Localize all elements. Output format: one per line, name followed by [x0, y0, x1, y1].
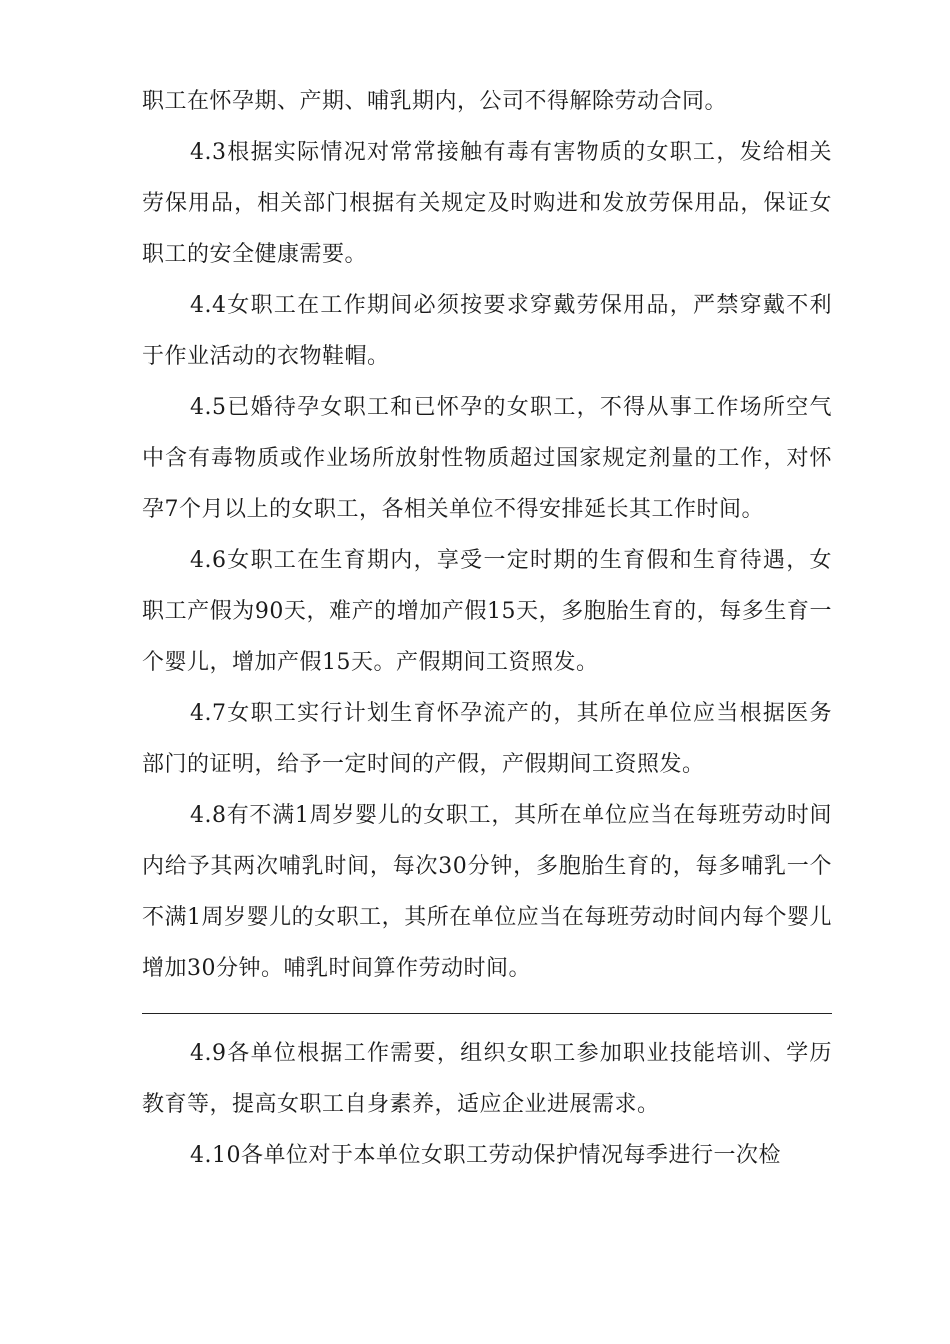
- clause-4-8: 4.8有不满1周岁婴儿的女职工，其所在单位应当在每班劳动时间内给予其两次哺乳时间，每次30分钟，多胞胎生育的，每多哺乳一个不满1周岁婴儿的女职工，其所在单位应当在每班劳动时间内每个婴儿增加30分钟。哺乳时间算作劳动时间。: [142, 803, 832, 981]
- clause-4-10: 4.10各单位对于本单位女职工劳动保护情况每季进行一次检: [190, 1143, 781, 1168]
- section-divider: [142, 1013, 832, 1014]
- clause-4-9: 4.9各单位根据工作需要，组织女职工参加职业技能培训、学历教育等，提高女职工自身素养，适应企业进展需求。: [142, 1041, 832, 1117]
- continuation-paragraph: 职工在怀孕期、产期、哺乳期内，公司不得解除劳动合同。: [142, 89, 728, 114]
- clause-4-6: 4.6女职工在生育期内，享受一定时期的生育假和生育待遇，女职工产假为90天，难产的增加产假15天，多胞胎生育的，每多生育一个婴儿，增加产假15天。产假期间工资照发。: [142, 548, 832, 675]
- clause-4-5: 4.5已婚待孕女职工和已怀孕的女职工，不得从事工作场所空气中含有毒物质或作业场所放射性物质超过国家规定剂量的工作，对怀孕7个月以上的女职工，各相关单位不得安排延长其工作时间。: [142, 395, 832, 522]
- document-page: [142, 76, 832, 1181]
- clause-4-7: 4.7女职工实行计划生育怀孕流产的，其所在单位应当根据医务部门的证明，给予一定时间的产假，产假期间工资照发。: [142, 701, 832, 777]
- clause-4-4: 4.4女职工在工作期间必须按要求穿戴劳保用品，严禁穿戴不利于作业活动的衣物鞋帽。: [142, 293, 832, 369]
- clause-4-3: 4.3根据实际情况对常常接触有毒有害物质的女职工，发给相关劳保用品，相关部门根据有关规定及时购进和发放劳保用品，保证女职工的安全健康需要。: [142, 140, 832, 267]
